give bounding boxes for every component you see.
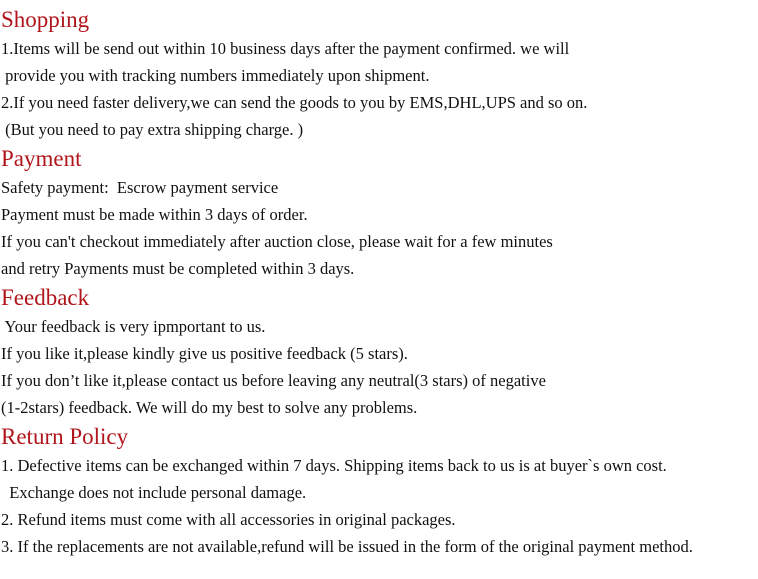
shopping-line-1: 1.Items will be send out within 10 business days after the payment confirmed. we will xyxy=(1,39,570,58)
shopping-section xyxy=(1,4,757,143)
payment-line-2: Payment must be made within 3 days of order. xyxy=(1,205,308,224)
shopping-line-2: provide you with tracking numbers immediately upon shipment. xyxy=(1,66,430,85)
payment-section xyxy=(1,143,757,282)
return-policy-section xyxy=(1,421,757,560)
feedback-line-1: Your feedback is very ipmportant to us. xyxy=(1,317,266,336)
shopping-line-4: (But you need to pay extra shipping charge. ) xyxy=(1,120,304,139)
return-policy-line-1: 1. Defective items can be exchanged within 7 days. Shipping items back to us is at buyer`s own cost. xyxy=(1,456,667,475)
feedback-section xyxy=(1,282,757,421)
return-policy-line-3: 2. Refund items must come with all accessories in original packages. xyxy=(1,510,456,529)
return-policy-heading: Return Policy xyxy=(1,424,129,449)
shopping-line-3: 2.If you need faster delivery,we can send the goods to you by EMS,DHL,UPS and so on. xyxy=(1,93,588,112)
payment-line-1: Safety payment: Escrow payment service xyxy=(1,178,279,197)
return-policy-line-2: Exchange does not include personal damage. xyxy=(1,483,307,502)
payment-heading: Payment xyxy=(1,146,82,171)
return-policy-line-4: 3. If the replacements are not available,refund will be issued in the form of the original payment method. xyxy=(1,537,693,556)
shopping-heading: Shopping xyxy=(1,7,90,32)
policy-document xyxy=(1,4,757,560)
payment-line-3: If you can't checkout immediately after auction close, please wait for a few minutes xyxy=(1,232,553,251)
feedback-heading: Feedback xyxy=(1,285,90,310)
payment-line-4: and retry Payments must be completed within 3 days. xyxy=(1,259,355,278)
feedback-line-3: If you don’t like it,please contact us before leaving any neutral(3 stars) of negative xyxy=(1,371,546,390)
feedback-line-2: If you like it,please kindly give us positive feedback (5 stars). xyxy=(1,344,408,363)
feedback-line-4: (1-2stars) feedback. We will do my best to solve any problems. xyxy=(1,398,418,417)
